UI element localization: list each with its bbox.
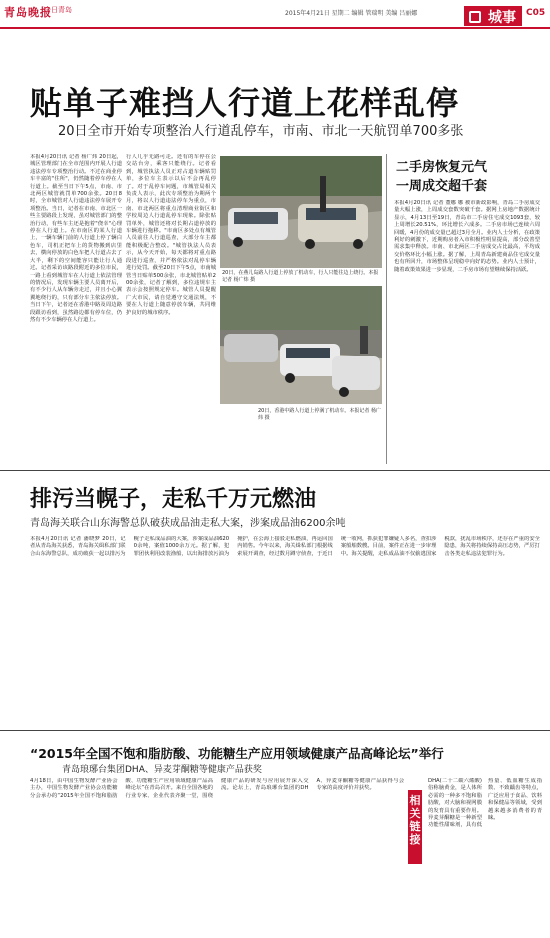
date-line: 2015年4月21日 星期二 编辑 管瑞明 美编 吕丽娜 — [285, 10, 418, 17]
newspaper-logo: 青岛晚报 — [4, 6, 52, 19]
parked-cars-photo-image — [220, 286, 382, 404]
story1-photo-2 — [220, 286, 382, 404]
street-photo-image — [220, 156, 382, 268]
related-link-label: 相关链接 — [408, 790, 422, 864]
story1-column1: 本报4月20日讯 记者 杨广炜 20日起，城区管理部门在全市范围内开展人行道违法停车专项整治行动。不过在商业停车丰富的"住所"，仍然随着停车停在人行道上。截至当日下午5点，市南、市北两区城管就罚单700余张。20日8时，全市城管对人行道违法停车展开专项整治。当日，记者在市南、市北区一些主要路段上发现，虽对城管部门的整治行动，有些车主还是抱着"侥幸"心理停在人行道上。在市南区的某人行道上，一辆车辆门前的人行道上停了辆白色车，司机正把车上的货物搬到店里去，横向停放的白色车把人行道占去了大半，剩下的空间能容只能让行人通过。记者采访该路段附近的多位市民，一路上看到城管车在人行道上依法管理的情况后，发现车辆主要人员离开后，有不少行人从车辆旁走过，并且小心翼翼地绕行的，只有部分车主依法停放。当日下午，记者还在香港中路及周边路段跟访看到，虽然路边都有停车位，仍然有不少车辆停在人行道上。 — [30, 154, 122, 323]
page-number: C05 — [526, 8, 546, 18]
column-divider — [386, 154, 387, 464]
related-link-text: DHA(二十二碳六烯酸)俗称脑黄金，是人体所必需的一种多不饱和脂肪酸，对大脑和视网膜的发育具有重要作用。异麦芽酮糖是一种新型功能性甜味剂，具有低热量、低血糖生成指数、不致龋齿等特点，广泛应用于食品、饮料和保健品等领域，受到越来越多消费者的青睐。 — [428, 778, 542, 829]
story1-column2: 行人几乎无路可走。还有的车停在公交站台旁，乘客只能绕行。记者看到，城管执法人员正对占道车辆贴罚单，多位车主表示以后不会再乱停了。对于乱停车问题，市城管局相关负责人表示，此次专项整治为期两个月，将以人行道违法停车为重点，市南、市北两区将重点清理商业街区和学校周边人行道乱停车现象。除张贴罚单外，城管还将对长期占道停放的车辆进行拖移。"市南区多处点有城管人员前往人行道巡查，大部分车主都能积极配合整改。"城管执法人员表示，从今天开始，每天都将对重点路段进行巡查，并严格依法对乱停车辆进行处罚。截至20日下午5点，市南城管当日贴单500余张，市北城管贴单200余张，记者了解到，多位违规车主表示会按照规定停车。城管人员提醒广大市民，请自觉遵守交通法规，不要在人行道上随意停放车辆，共同维护良好的城市秩序。 — [126, 154, 216, 316]
edition-label: 今日青岛 — [44, 6, 72, 14]
story3-headline: “2015年全国不饱和脂肪酸、功能糖生产应用领域健康产品高峰论坛”举行 — [30, 746, 444, 761]
page-header — [0, 0, 550, 26]
story1-photo-1-caption: 20日，在燕儿岛路人行道上停放了机动车，行人只能往边上绕行。本报记者 杨广炜 摄 — [222, 270, 379, 283]
story3-text: 4月18日，由中国生物发酵产业协会主办，中国生物发酵产业协会功能糖分会承办的“2015年全国不饱和脂肪酸、功能糖生产应用领域健康产品高峰论坛”在青岛召开。来自全国各地的行业专家、企业代表齐聚一堂，围绕健康产品的研发与应用展开深入交流。论坛上，青岛琅琊台集团的DHA、异麦芽酮糖等健康产品获得与会专家的高度评价并获奖。 — [30, 778, 404, 799]
section-title: 城事 — [488, 10, 516, 26]
header-rule — [0, 27, 550, 29]
story1-photo-1 — [220, 156, 382, 268]
story3-subhead: 青岛琅琊台集团DHA、异麦芽酮糖等健康产品获奖 — [62, 765, 262, 775]
sidebar-story-text: 本报4月20日讯 记者 董娜 娜 被市新政影响，青岛二手房成交量大幅上涨，上周成交套数突破千套。据网上房地产数据统计显示，4月13日至19日，青岛市二手房住宅成交1093套，较上周增长20.51%，环比增长六成多。二手房市场已连续六周回暖，4月份的成交量已超过3月全月。业内人士分析，在政策利好的刺激下，近期购房者入市积极性明显提高，部分改善型需求集中释放。市南、市北两区二手房成交占比最高，平均成交价格环比小幅上涨。据了解，上周青岛新建商品住宅成交量也有所回升，市场整体呈现稳中向好的态势。业内人士预计，随着政策效果进一步显现，二手房市场有望继续保持活跃。 — [394, 200, 540, 273]
story1-headline: 贴单子难挡人行道上花样乱停 — [30, 84, 460, 122]
section-tab — [464, 6, 522, 26]
section-icon — [469, 11, 481, 23]
story2-headline: 排污当幌子，走私千万元燃油 — [30, 487, 317, 512]
story2-subhead: 青岛海关联合山东海警总队破获成品油走私大案，涉案成品油6200余吨 — [30, 518, 346, 529]
story1-subhead: 20日全市开始专项整治人行道乱停车，市南、市北一天航罚单700多张 — [58, 124, 464, 139]
story2-text: 本报4月20日讯 记者 潘晓梦 20日，记者从青岛海关获悉，青岛海关缉私部门联合山东海警总队，成功破获一起以排污为幌子走私成品油的大案，涉案成品油6200余吨，案值1000余万元。据了解，犯罪团伙利用改装渔船，以出海排放污油为掩护，在公海上接驳走私燃油，再运回国内销售。今年以来，海关缉私部门根据线索展开调查，经过数月蹲守侦查，于近日统一收网，抓获犯罪嫌疑人多名，查扣涉案船舶数艘。目前，案件正在进一步审理中。海关提醒，走私成品油不仅偷逃国家税款，扰乱市场秩序，还存在严重的安全隐患，海关将持续保持高压态势，严厉打击各类走私违法犯罪行为。 — [30, 536, 540, 557]
section-divider-1 — [0, 470, 550, 471]
sidebar-headline-line2: 一周成交超千套 — [396, 179, 488, 194]
sidebar-headline-line1: 二手房恢复元气 — [396, 160, 488, 175]
section-divider-2 — [0, 730, 550, 731]
story1-photo-2-caption: 20日，香港中路人行道上停满了机动车。本报记者 杨广炜 摄 — [258, 408, 381, 421]
